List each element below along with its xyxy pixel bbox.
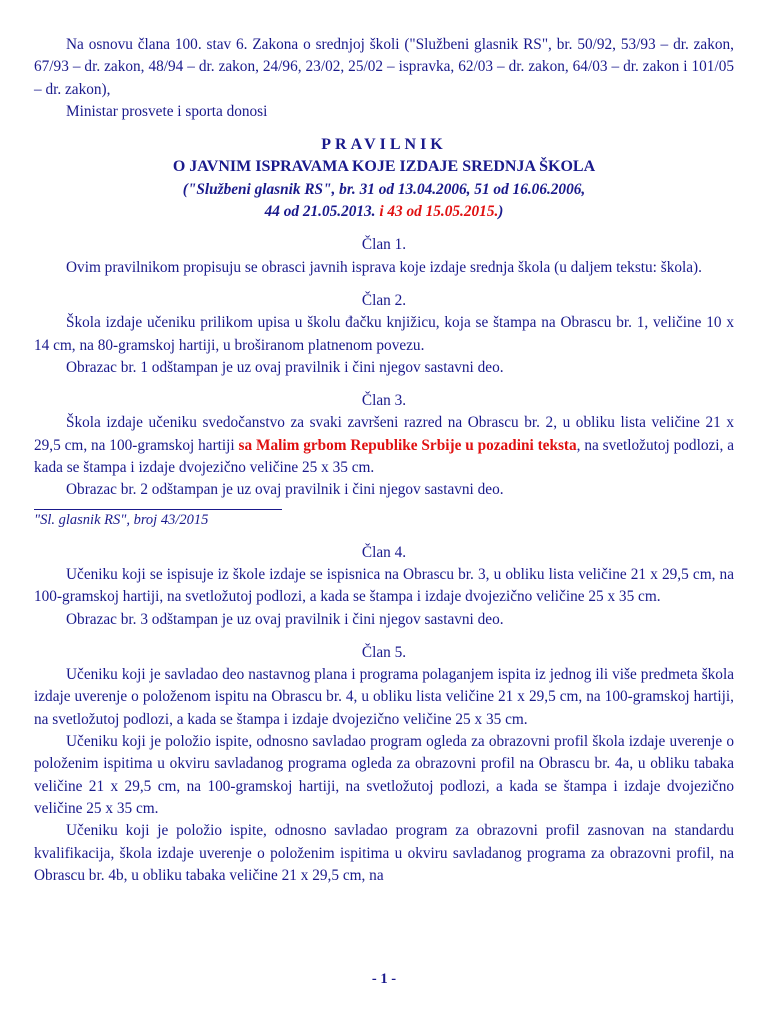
article-2-heading: Član 2. (361, 291, 407, 309)
article-3-text-a: Škola izdaje učeniku svedočanstvo za svaki završeni razred na Obrascu br. 2, u obliku lista veličine 21 x 29,5 cm, na 100-gramskoj hartiji (34, 414, 734, 454)
article-3-amended-text: sa Malim grbom Republike Srbije u pozadini teksta (238, 436, 577, 454)
issuer-line: Ministar prosvete i sporta donosi (66, 102, 268, 120)
gazette-source-2015-amendment: i 43 od 15.05.2015. (379, 203, 499, 221)
article-3-heading: Član 3. (361, 392, 407, 410)
legal-basis-paragraph: Na osnovu člana 100. stav 6. Zakona o srednjoj školi ("Službeni glasnik RS", br. 50/92, 53/93 – dr. zakon, 67/93 – dr. zakon, 48/94 – dr. zakon, 24/96, 23/02, 25/02 – ispravka, 62/03 – dr. zakon, 64/03 – dr. zakon i 101/05 – dr. zakon), (34, 36, 734, 98)
page-number: - 1 - (371, 971, 397, 987)
article-5-paragraph-2: Učeniku koji je položio ispite, odnosno savladao program ogleda za obrazovni profil škola izdaje uverenje o položenim ispitima u okviru savladanog programa ogleda za obrazovni profil na Obrascu br. 4a, u obliku tabaka veličine 21 x 29,5 cm, na 100-gramskoj hartiji, na svetložutoj podlozi, a kada se štampa i izdaje dvojezično veličine 25 x 35 cm. (34, 733, 734, 817)
article-5-paragraph-3: Učeniku koji je položio ispite, odnosno savladao program za obrazovni profil zasnovan na standardu kvalifikacija, škola izdaje uverenje o položenim ispitima u okviru savladanog programa za obrazovni profil, na Obrascu br. 4b, u obliku tabaka veličine 21 x 29,5 cm, na (34, 822, 734, 884)
article-5-heading: Član 5. (361, 643, 407, 661)
article-5-paragraph-1: Učeniku koji je savladao deo nastavnog plana i programa polaganjem ispita iz jednog ili više predmeta škola izdaje uverenje o položenom ispitu na Obrascu br. 4, u obliku lista veličine 21 x 29,5 cm, na 100-gramskoj hartiji, na svetložutoj podlozi, a kada se štampa i izdaje dvojezično veličine 25 x 35 cm. (34, 666, 734, 728)
article-3-text-c: , na svetložutoj podlozi, a kada se štampa i izdaje dvojezično veličine 25 x 35 cm. (34, 436, 734, 477)
article-3-paragraph-2: Obrazac br. 2 odštampan je uz ovaj pravilnik i čini njegov sastavni deo. (66, 481, 504, 499)
article-1-paragraph-1: Ovim pravilnikom propisuju se obrasci javnih isprava koje izdaje srednja škola (u daljem tekstu: škola). (66, 258, 702, 276)
document-subtitle: O JAVNIM ISPRAVAMA KOJE IZDAJE SREDNJA ŠKOLA (172, 158, 596, 176)
article-4-heading: Član 4. (361, 543, 407, 561)
gazette-source-close: ) (498, 203, 504, 221)
gazette-source-line-2 (34, 201, 734, 223)
article-2-paragraph-1: Škola izdaje učeniku prilikom upisa u školu đačku knjižicu, koja se štampa na Obrascu br. 1, veličine 10 x 14 cm, na 80-gramskoj hartiji, u broširanom platnenom povezu. (34, 314, 734, 354)
article-4-paragraph-2: Obrazac br. 3 odštampan je uz ovaj pravilnik i čini njegov sastavni deo. (66, 610, 504, 628)
article-2-paragraph-2: Obrazac br. 1 odštampan je uz ovaj pravilnik i čini njegov sastavni deo. (66, 358, 504, 376)
article-3-paragraph-1 (34, 412, 734, 479)
document-title: PRAVILNIK (321, 136, 447, 154)
article-4-paragraph-1: Učeniku koji se ispisuje iz škole izdaje se ispisnica na Obrascu br. 3, u obliku lista veličine 21 x 29,5 cm, na 100-gramskoj hartiji, na svetložutoj podlozi, a kada se štampa i izdaje dvojezično veličine 25 x 35 cm. (34, 565, 734, 606)
gazette-source-2013: 44 od 21.05.2013. (264, 203, 376, 221)
gazette-source-line-1: ("Službeni glasnik RS", br. 31 od 13.04.2006, 51 od 16.06.2006, (182, 180, 586, 198)
article-1-heading: Član 1. (361, 236, 407, 254)
footnote: "Sl. glasnik RS", broj 43/2015 (34, 511, 209, 528)
